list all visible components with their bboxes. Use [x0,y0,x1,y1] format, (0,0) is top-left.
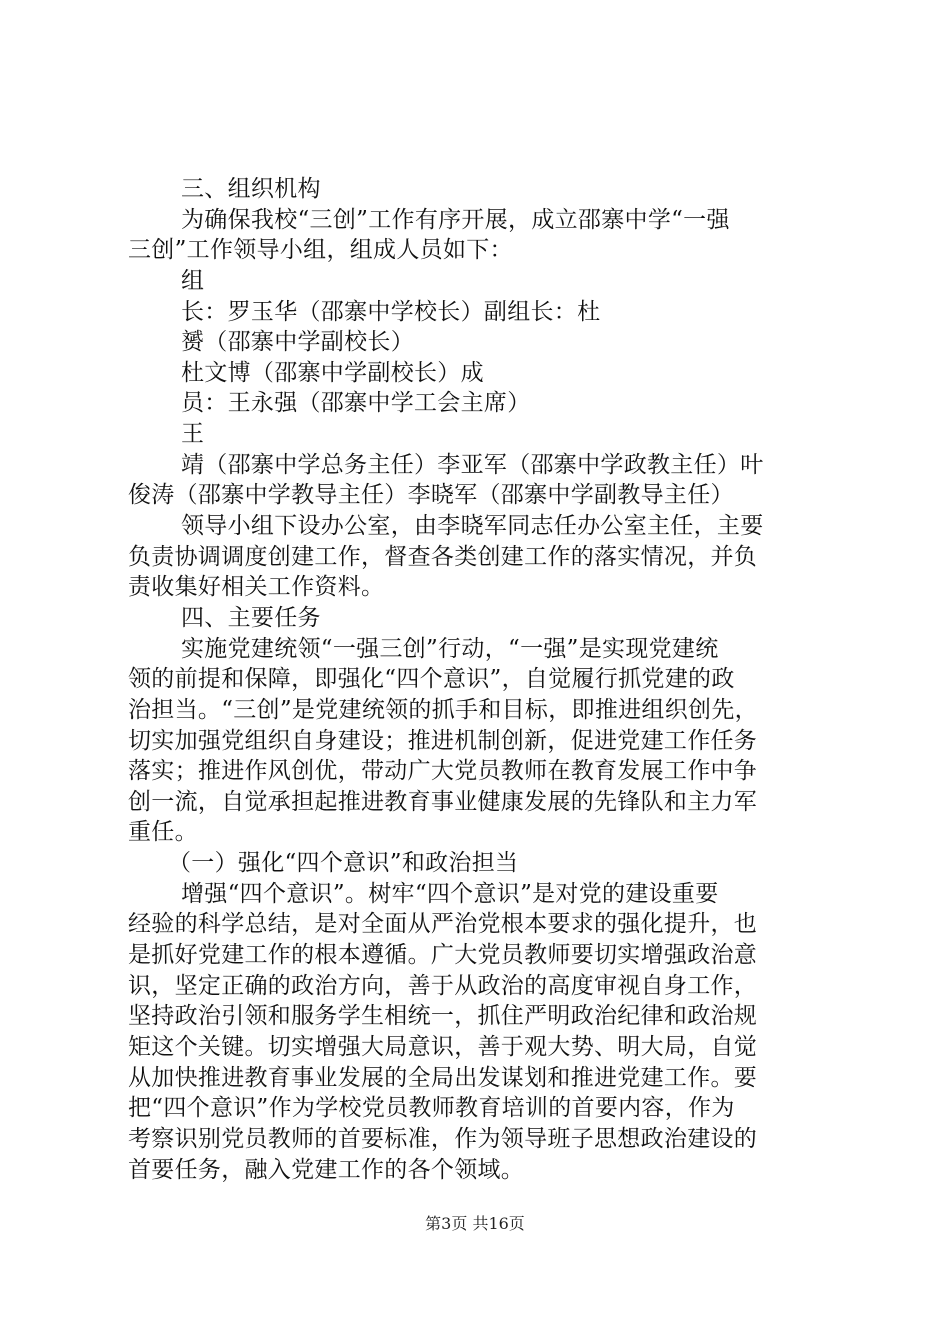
document-body [128,174,848,1185]
paragraph-line: 切实加强党组织自身建设；推进机制创新，促进党建工作任务 [128,727,758,754]
subsection-heading: （一）强化“四个意识”和政治担当 [168,850,519,877]
paragraph-line: 增强“四个意识”。树牢“四个意识”是对党的建设重要 [181,880,719,907]
paragraph-line: 首要任务，融入党建工作的各个领域。 [128,1156,525,1183]
paragraph-line: 落实；推进作风创优，带动广大党员教师在教育发展工作中争 [128,758,758,785]
member-line: 员：王永强（邵寨中学工会主席） [181,390,531,417]
member-line: 长：罗玉华（邵寨中学校长）副组长：杜 [181,298,601,325]
member-line: 组 [181,267,205,294]
paragraph-line: 三创”工作领导小组，组成人员如下： [128,237,513,264]
paragraph-line: 经验的科学总结，是对全面从严治党根本要求的强化提升，也 [128,911,758,938]
member-line: 赟（邵寨中学副校长） [181,329,414,356]
paragraph-line: 领的前提和保障，即强化“四个意识”，自觉履行抓党建的政 [128,666,735,693]
section-heading: 四、主要任务 [181,604,321,631]
paragraph-line: 矩这个关键。切实增强大局意识，善于观大势、明大局，自觉 [128,1033,758,1060]
member-line: 王 [181,421,205,448]
member-line: 杜文博（邵寨中学副校长）成 [181,359,484,386]
paragraph-line: 坚持政治引领和服务学生相统一，抓住严明政治纪律和政治规 [128,1003,758,1030]
paragraph-line: 实施党建统领“一强三创”行动，“一强”是实现党建统 [181,635,719,662]
paragraph-line: 把“四个意识”作为学校党员教师教育培训的首要内容，作为 [128,1095,735,1122]
page-number-footer: 第3页 共16页 [425,1214,525,1233]
paragraph-line: 为确保我校“三创”工作有序开展，成立邵寨中学“一强 [181,206,730,233]
paragraph-line: 重任。 [128,819,198,846]
member-line: 靖（邵寨中学总务主任）李亚军（邵寨中学政教主任）叶 [181,451,764,478]
paragraph-line: 负责协调调度创建工作，督查各类创建工作的落实情况，并负 [128,543,758,570]
paragraph-line: 责收集好相关工作资料。 [128,574,385,601]
paragraph-line: 从加快推进教育事业发展的全局出发谋划和推进党建工作。要 [128,1064,758,1091]
section-heading: 三、组织机构 [181,176,321,202]
paragraph-line: 是抓好党建工作的根本遵循。广大党员教师要切实增强政治意 [128,942,758,969]
paragraph-line: 领导小组下设办公室，由李晓军同志任办公室主任，主要 [181,513,764,540]
paragraph-line: 创一流，自觉承担起推进教育事业健康发展的先锋队和主力军 [128,788,758,815]
member-line: 俊涛（邵寨中学教导主任）李晓军（邵寨中学副教导主任） [128,482,734,509]
paragraph-line: 考察识别党员教师的首要标准，作为领导班子思想政治建设的 [128,1125,758,1152]
paragraph-line: 识，坚定正确的政治方向，善于从政治的高度审视自身工作， [128,972,758,999]
paragraph-line: 治担当。“三创”是党建统领的抓手和目标，即推进组织创先， [128,696,758,723]
